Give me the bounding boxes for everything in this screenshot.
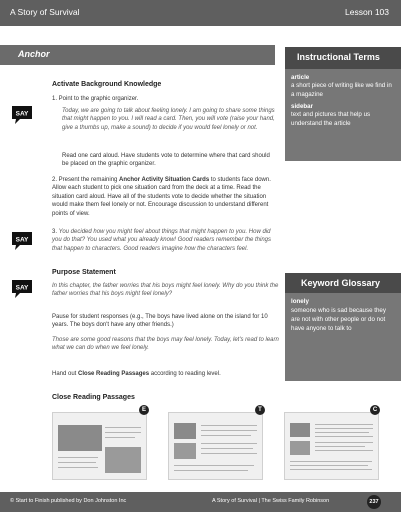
step-3: 3. You decided how you might feel about things that might happen to you. How did you do that? You used what you already know! Good readers remember the things that happen to characters. Good readers imagine how the characters feel. (52, 229, 272, 252)
term-article: article (291, 74, 310, 81)
instructional-terms-title: Instructional Terms (297, 52, 380, 62)
keyword-lonely-definition: someone who is sad because they are not with other people or do not have anyone to talk to (291, 306, 386, 332)
header-title: A Story of Survival (10, 7, 80, 17)
say-speech-icon (10, 230, 34, 252)
step-2: 2. Present the remaining Anchor Activity Situation Cards to students face down. Allow each student to pick one situation card from the deck at a time. Read the situation card aloud. Have all of the students vote to decide whether the situation would make them feel lonely or not. Encourage discussion to understand different points of view. (52, 177, 271, 217)
instructional-terms-header (285, 47, 401, 69)
instructional-terms-body (285, 69, 401, 161)
say-speech-icon (10, 104, 34, 126)
header-bar (0, 0, 401, 26)
keyword-glossary-title: Keyword Glossary (301, 278, 381, 288)
close-reading-heading: Close Reading Passages (52, 394, 135, 401)
purpose-pause: Pause for student responses (e.g., The boys have lived alone on the island for 10 years. The boys don't have any other friends.) (52, 314, 268, 329)
anchor-label: Anchor (18, 49, 50, 59)
step-1-instructions: Read one card aloud. Have students vote to determine where that card should be placed on the graphic organizer. (62, 153, 270, 168)
step-1: 1. Point to the graphic organizer. (52, 96, 139, 102)
level-badge-e: E (139, 405, 149, 415)
say-text-1: Today, we are going to talk about feeling lonely. I am going to share some things that might happen to you. I will read a card. Then, you will vote (raise your hand, give a thumbs up, make a sound) to decide if you would feel lonely or not. (62, 108, 275, 131)
passage-thumbnail-e[interactable] (52, 412, 147, 480)
close-reading-thumbnails (52, 407, 392, 480)
level-badge-t: T (255, 405, 265, 415)
term-sidebar-definition: text and pictures that help us understand the article (291, 111, 371, 127)
term-sidebar: sidebar (291, 103, 314, 111)
passage-thumbnail-c[interactable] (284, 412, 379, 480)
anchor-section-bar (0, 45, 275, 65)
purpose-say-1: In this chapter, the father worries that his boys might feel lonely. Why do you think the father worries that his boys might feel lonely? (52, 283, 279, 298)
keyword-glossary-body (285, 293, 401, 381)
handout-instruction: Hand out Close Reading Passages according to reading level. (52, 371, 221, 377)
keyword-lonely: lonely (291, 298, 309, 305)
purpose-say-2: Those are some good reasons that the boys may feel lonely. Today, let's read to learn what we can do when we feel lonely. (52, 337, 279, 352)
say-speech-icon (10, 278, 34, 300)
footer-bar (0, 492, 401, 512)
footer-copyright: © Start to Finish published by Don Johnston Inc (10, 498, 127, 504)
passage-thumbnail-t[interactable] (168, 412, 263, 480)
activate-heading: Activate Background Knowledge (52, 81, 162, 88)
lesson-number: Lesson 103 (345, 7, 389, 17)
term-article-definition: a short piece of writing like we find in a magazine (291, 82, 392, 98)
svg-text:SAY: SAY (15, 284, 29, 292)
svg-text:SAY: SAY (15, 110, 29, 118)
level-badge-c: C (370, 405, 380, 415)
purpose-heading: Purpose Statement (52, 269, 116, 276)
keyword-glossary-header (285, 273, 401, 293)
page-number: 237 (367, 495, 381, 509)
svg-text:SAY: SAY (15, 236, 29, 244)
footer-book-title: A Story of Survival | The Swiss Family Robinson (212, 498, 330, 504)
